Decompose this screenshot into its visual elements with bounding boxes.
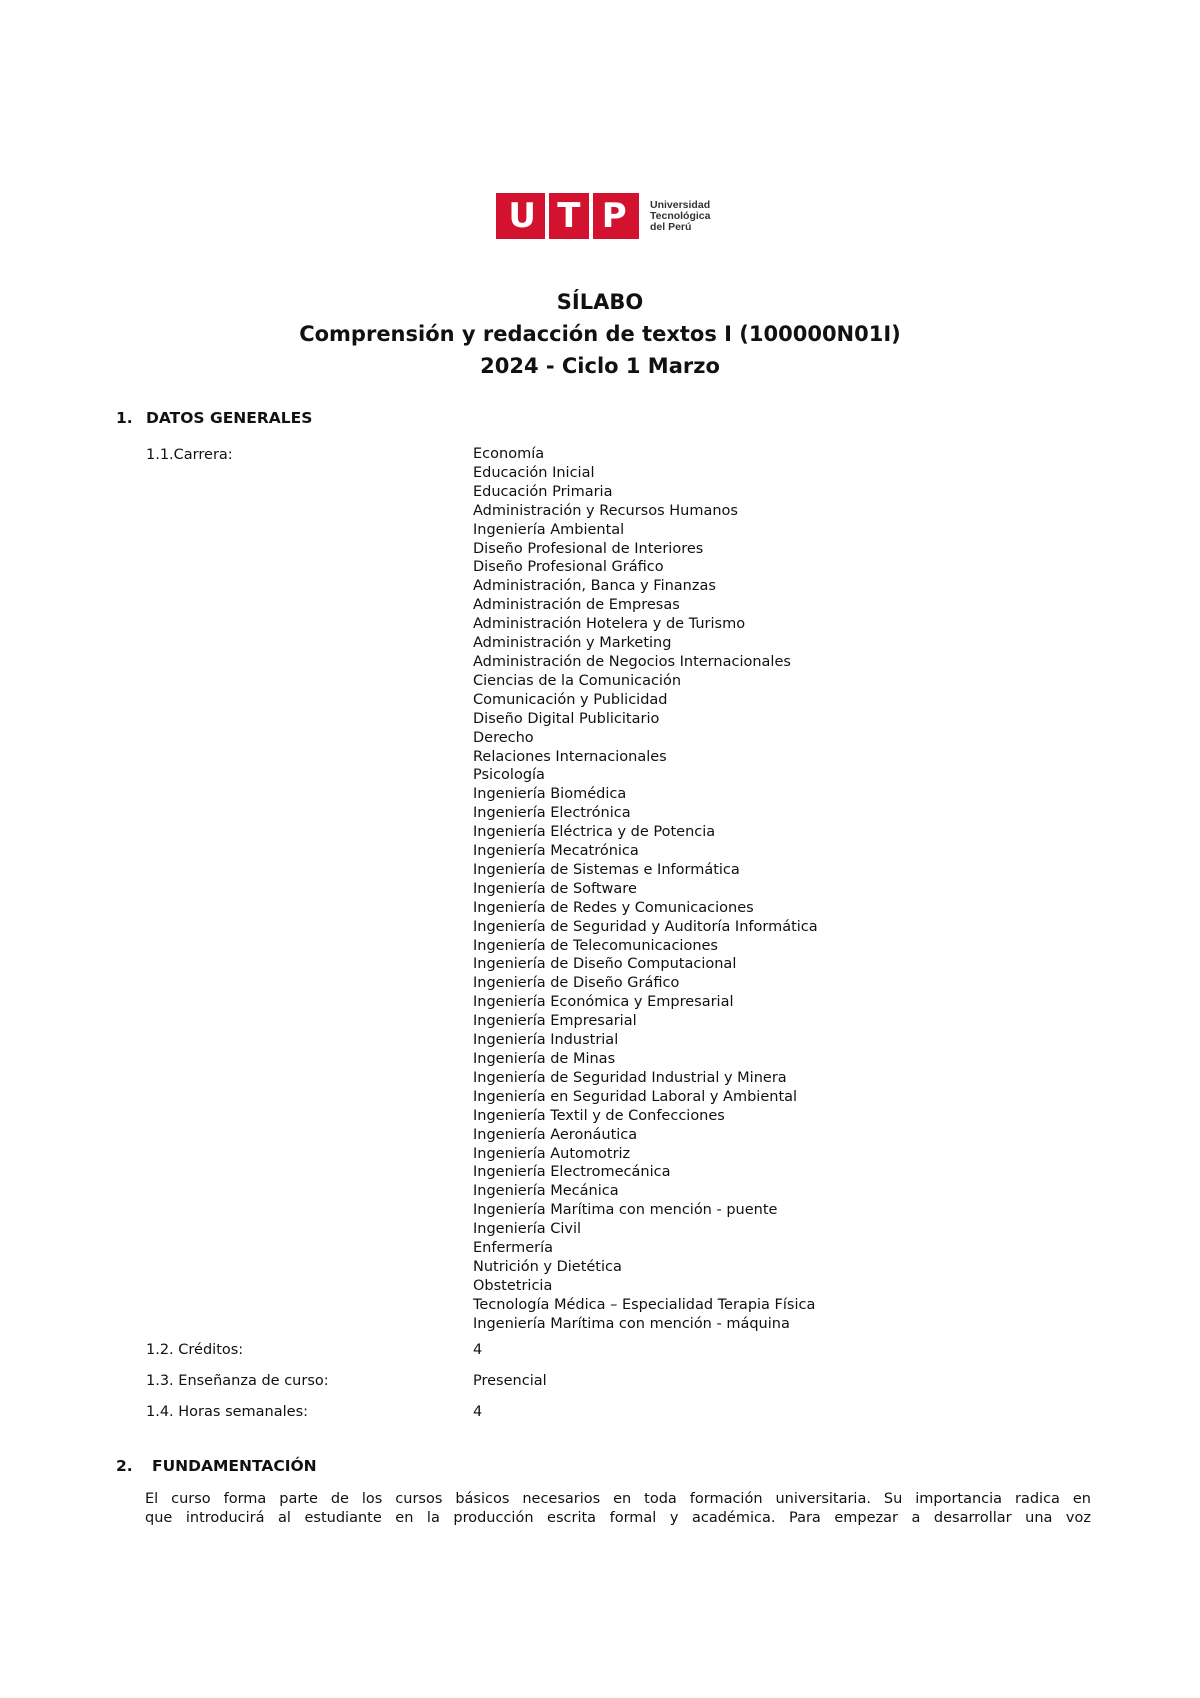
document-title	[0, 286, 1200, 382]
career-item: Economía	[473, 446, 545, 462]
career-item: Ingeniería Civil	[473, 1221, 582, 1238]
logo-separator	[589, 193, 593, 239]
ensenanza-label: 1.3. Enseñanza de curso:	[146, 1373, 329, 1389]
career-item: Relaciones Internacionales	[473, 748, 667, 765]
career-item: Ingeniería Mecánica	[473, 1183, 619, 1200]
career-item: Ingeniería Ambiental	[473, 521, 625, 538]
career-item: Derecho	[473, 729, 534, 746]
career-item: Ingeniería Económica y Empresarial	[473, 994, 734, 1011]
careers-list	[473, 445, 818, 1334]
career-item: Ingeniería Marítima con mención - puente	[473, 1202, 778, 1219]
utp-logo	[496, 193, 710, 239]
career-item: Ingeniería en Seguridad Laboral y Ambiental	[473, 1088, 798, 1105]
career-item: Educación Primaria	[473, 483, 613, 500]
title-silabo: SÍLABO	[556, 290, 644, 314]
title-course-name: Comprensión y redacción de textos I (100000N01I)	[299, 322, 901, 346]
logo-wordmark	[650, 200, 710, 233]
career-item: Ingeniería de Software	[473, 880, 637, 897]
career-item: Obstetricia	[473, 1277, 553, 1294]
career-item: Ingeniería Textil y de Confecciones	[473, 1107, 725, 1124]
career-item: Ingeniería de Seguridad Industrial y Minera	[473, 1069, 787, 1086]
horas-value: 4	[473, 1404, 483, 1420]
career-item: Tecnología Médica – Especialidad Terapia Física	[473, 1296, 816, 1313]
creditos-label: 1.2. Créditos:	[146, 1342, 244, 1358]
career-item: Ingeniería de Diseño Computacional	[473, 956, 737, 973]
fundamentacion-paragraph	[145, 1490, 1091, 1528]
creditos-value: 4	[473, 1342, 483, 1358]
career-item: Ciencias de la Comunicación	[473, 672, 682, 689]
career-item: Ingeniería Automotriz	[473, 1145, 631, 1162]
career-item: Administración Hotelera y de Turismo	[473, 616, 746, 633]
paragraph-line: El curso forma parte de los cursos básicos necesarios en toda formación universitaria. Su importancia radica en	[145, 1491, 1091, 1507]
utp-logo-mark	[496, 193, 639, 239]
career-item: Ingeniería Electrónica	[473, 805, 631, 822]
career-item: Educación Inicial	[473, 464, 595, 481]
career-item: Administración de Empresas	[473, 597, 680, 614]
career-item: Ingeniería Industrial	[473, 1032, 619, 1049]
logo-wordmark-line: del Perú	[650, 220, 692, 233]
career-item: Nutrición y Dietética	[473, 1258, 622, 1275]
career-item: Administración y Marketing	[473, 635, 672, 652]
career-item: Psicología	[473, 767, 545, 784]
career-item: Ingeniería de Redes y Comunicaciones	[473, 899, 754, 916]
logo-letter-t: T	[557, 196, 581, 236]
career-item: Diseño Profesional Gráfico	[473, 559, 664, 576]
career-item: Ingeniería Biomédica	[473, 786, 627, 803]
logo-wordmark-line: Tecnológica	[650, 209, 711, 222]
career-item: Comunicación y Publicidad	[473, 691, 668, 708]
career-item: Ingeniería Marítima con mención - máquina	[473, 1315, 790, 1332]
paragraph-line: que introducirá al estudiante en la producción escrita formal y académica. Para empezar a desarrollar una voz	[145, 1510, 1091, 1526]
career-item: Ingeniería Aeronáutica	[473, 1126, 638, 1143]
career-item: Ingeniería Empresarial	[473, 1013, 637, 1030]
section-fundamentacion-heading	[116, 1456, 317, 1476]
logo-letter-u: U	[508, 196, 536, 236]
career-item: Administración y Recursos Humanos	[473, 502, 738, 519]
section-title: FUNDAMENTACIÓN	[152, 1457, 317, 1475]
career-item: Diseño Profesional de Interiores	[473, 540, 704, 557]
section-datos-generales-heading	[116, 408, 312, 428]
section-title: DATOS GENERALES	[146, 409, 313, 427]
career-item: Ingeniería Eléctrica y de Potencia	[473, 824, 716, 841]
carrera-label: 1.1.Carrera:	[146, 447, 233, 463]
horas-label: 1.4. Horas semanales:	[146, 1404, 309, 1420]
section-number: 1.	[116, 409, 133, 427]
career-item: Ingeniería de Telecomunicaciones	[473, 937, 718, 954]
career-item: Enfermería	[473, 1240, 554, 1257]
career-item: Ingeniería de Seguridad y Auditoría Informática	[473, 918, 818, 935]
career-item: Administración, Banca y Finanzas	[473, 578, 716, 595]
career-item: Ingeniería Electromecánica	[473, 1164, 671, 1181]
career-item: Ingeniería Mecatrónica	[473, 843, 639, 860]
ensenanza-value: Presencial	[473, 1373, 547, 1389]
logo-wordmark-line: Universidad	[650, 198, 711, 211]
logo-separator	[545, 193, 549, 239]
career-item: Ingeniería de Diseño Gráfico	[473, 975, 680, 992]
career-item: Diseño Digital Publicitario	[473, 710, 660, 727]
logo-letter-p: P	[601, 196, 627, 236]
section-number: 2.	[116, 1457, 133, 1475]
career-item: Ingeniería de Sistemas e Informática	[473, 861, 740, 878]
career-item: Ingeniería de Minas	[473, 1051, 616, 1067]
career-item: Administración de Negocios Internacionales	[473, 653, 791, 670]
title-cycle: 2024 - Ciclo 1 Marzo	[480, 354, 720, 378]
